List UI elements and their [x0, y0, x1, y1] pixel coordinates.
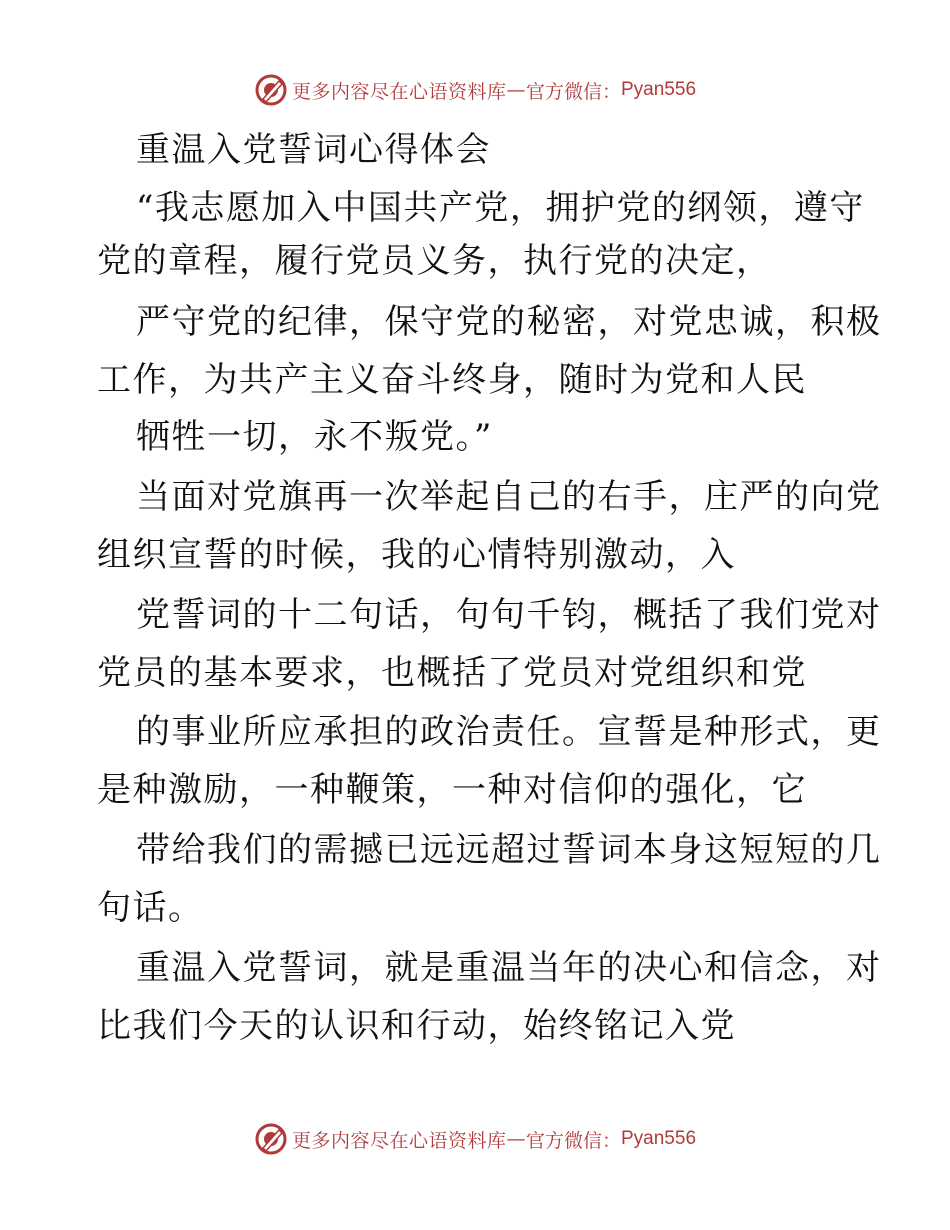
text-line: 党的章程，履行党员义务，执行党的决定， [97, 241, 772, 281]
text-line: 牺牲一切，永不叛党。” [136, 417, 493, 457]
text-line: 党誓词的十二句话，句句千钧，概括了我们党对 [136, 595, 882, 635]
text-line: 比我们今天的认识和行动，始终铭记入党 [97, 1006, 736, 1046]
footer-dash: — [506, 1128, 526, 1150]
header-site-text: 更多内容尽在心语资料库 [291, 80, 507, 103]
text-line: 的事业所应承担的政治责任。宣誓是种形式，更 [136, 712, 882, 752]
footer-wechat-label: 官方微信： [525, 1129, 621, 1152]
document-title: 重温入党誓词心得体会 [136, 130, 491, 170]
header-wechat-id: Pyan556 [621, 79, 697, 100]
text-line: 是种激励，一种鞭策，一种对信仰的强化，它 [97, 770, 807, 810]
footer-banner [0, 1119, 950, 1159]
text-line: 党员的基本要求，也概括了党员对党组织和党 [97, 653, 807, 693]
pen-logo-icon [254, 1122, 288, 1156]
text-line: 组织宣誓的时候，我的心情特别激动，入 [97, 535, 736, 575]
text-line: 带给我们的需撼已远远超过誓词本身这短短的几 [136, 830, 882, 870]
text-line: “我志愿加入中国共产党，拥护党的纲领，遵守 [136, 188, 865, 228]
header-banner [0, 70, 950, 110]
text-line: 严守党的纪律，保守党的秘密，对党忠诚，积极 [136, 302, 882, 342]
text-line: 句话。 [97, 888, 204, 928]
header-dash: — [506, 79, 526, 101]
pen-logo-icon [254, 73, 288, 107]
header-wechat-label: 官方微信： [525, 80, 621, 103]
text-line: 当面对党旗再一次举起自己的右手，庄严的向党 [136, 477, 882, 517]
footer-wechat-id: Pyan556 [621, 1128, 697, 1149]
footer-site-text: 更多内容尽在心语资料库 [291, 1129, 507, 1152]
text-line: 工作，为共产主义奋斗终身，随时为党和人民 [97, 360, 807, 400]
text-line: 重温入党誓词，就是重温当年的决心和信念，对 [136, 948, 882, 988]
